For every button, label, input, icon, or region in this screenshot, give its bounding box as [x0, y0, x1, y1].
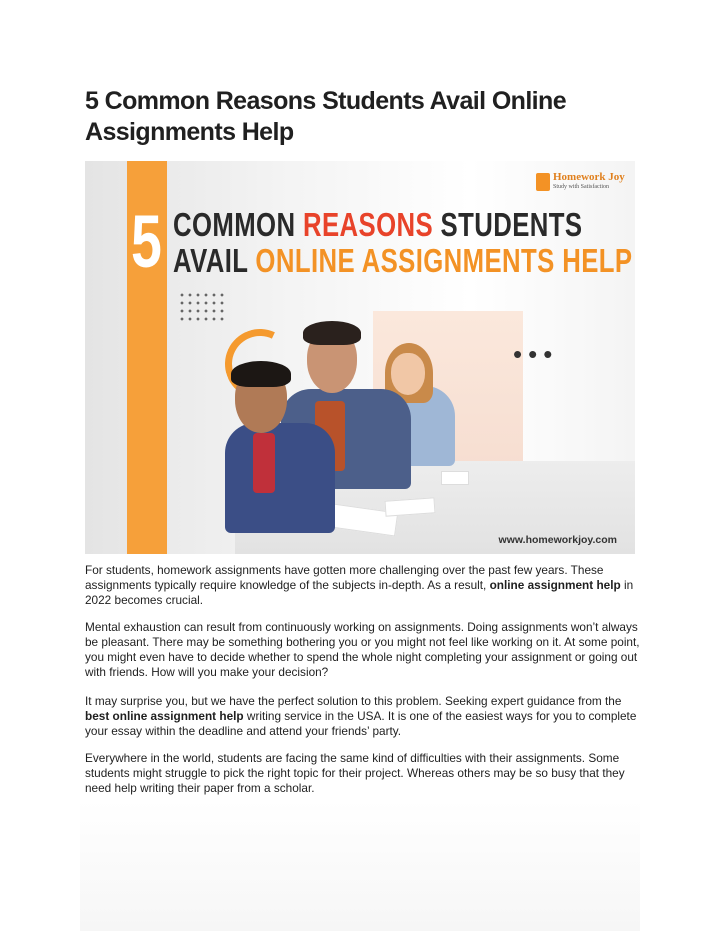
paragraph-text: It may surprise you, but we have the perfect solution to this problem. Seeking expert guidance from the	[85, 694, 622, 708]
headline-word-common: COMMON	[173, 206, 303, 243]
paragraph-text: writing service in the USA. It is one of the easiest ways for you to complete your essay within the deadline and attend your friends’ party.	[85, 709, 637, 738]
student-middle-hair	[303, 321, 361, 345]
paper-sheet	[441, 471, 469, 485]
homework-joy-logo	[536, 171, 626, 195]
headline-word-reasons: REASONS	[302, 206, 434, 243]
banner-website: www.homeworkjoy.com	[498, 534, 617, 546]
logo-name: Homework Joy	[553, 171, 625, 183]
paragraph-mental-exhaustion: Mental exhaustion can result from continuously working on assignments. Doing assignments won’t always be pleasant. There may be something bothering you or you might not feel like working on it. At some point, you might even have to decide whether to spend the whole night completing your assignment or going out with friends. How will you make your decision?	[85, 620, 640, 679]
student-left-shirt	[225, 423, 335, 533]
headline-word-students: STUDENTS	[433, 206, 583, 243]
hero-banner-image	[85, 161, 635, 554]
page-shade	[80, 800, 640, 931]
paragraph-intro	[85, 563, 645, 608]
dot-grid-decoration	[178, 291, 226, 325]
paragraph-difficulties: Everywhere in the world, students are facing the same kind of difficulties with their assignments. Some students might struggle to pick the right topic for their project. Whereas others may be so busy that they need help writing their paper from a scholar.	[85, 751, 625, 795]
page-title: 5 Common Reasons Students Avail Online Assignments Help	[85, 87, 566, 146]
headline-word-avail: AVAIL	[173, 242, 256, 279]
banner-headline-line1	[173, 207, 632, 243]
book-icon	[536, 173, 550, 191]
student-right-face	[391, 353, 425, 395]
student-left-hair	[231, 361, 291, 387]
banner-big-number: 5	[131, 200, 162, 283]
headline-online-assignments-help: ONLINE ASSIGNMENTS HELP	[255, 242, 633, 279]
student-left-undershirt	[253, 433, 275, 493]
paragraph-text: For students, homework assignments have gotten more challenging over the past few years. These assignments typically require knowledge of the subjects in-depth. As a result,	[85, 563, 604, 592]
paragraph-solution	[85, 694, 645, 739]
three-dots-decoration: •••	[513, 339, 559, 369]
logo-tagline: Study with Satisfaction	[553, 184, 609, 190]
paragraph-text: in 2022 becomes crucial.	[85, 578, 634, 607]
banner-headline	[173, 207, 632, 279]
banner-headline-line2	[173, 243, 632, 279]
bold-keyword-online-assignment-help: online assignment help	[489, 578, 621, 592]
bold-keyword-best-online-assignment-help: best online assignment help	[85, 709, 244, 723]
